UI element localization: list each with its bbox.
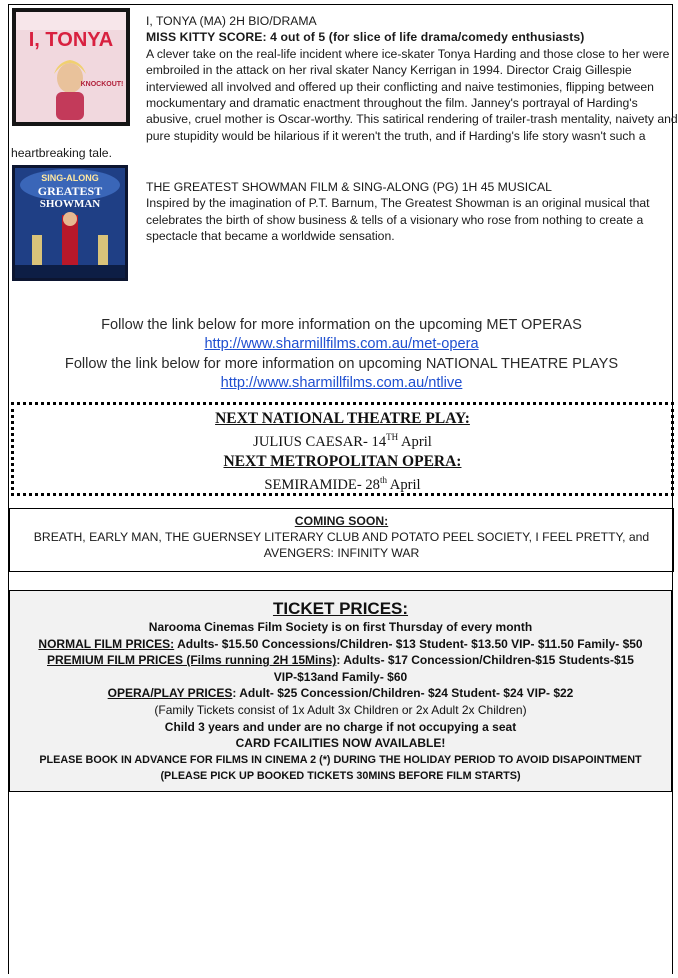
poster-title: I, TONYA (28, 29, 114, 51)
film-heading: THE GREATEST SHOWMAN FILM & SING-ALONG (PG) 1H 45 MUSICAL (146, 180, 552, 194)
opera-prices-line: OPERA/PLAY PRICES: Adult- $25 Concession/Children- $24 Student- $24 VIP- $22 (107, 686, 574, 701)
film-score: MISS KITTY SCORE: 4 out of 5 (for slice of life drama/comedy enthusiasts) (146, 30, 585, 45)
film-description-line: mockumentary and dramatic enactment throughout the film. Janney's portrayal of Harding's (146, 96, 638, 111)
poster-tag: KNOCKOUT! (80, 81, 124, 88)
coming-soon-line: AVENGERS: INFINITY WAR (263, 546, 420, 560)
ticket-prices-box (9, 590, 672, 792)
greatest-showman-poster (12, 165, 128, 281)
film-description-line: embroiled in the attack on her rival skater Nancy Kerrigan in 1994. Director Craig Gillespie (146, 63, 632, 78)
poster-line2: GREATEST (37, 184, 103, 198)
coming-soon-heading: COMING SOON: (294, 514, 389, 528)
coming-soon-box (9, 508, 674, 572)
film-description-line: pure stupidity would be hilarious if it weren't the truth, and if Harding's life story wasn't such a (146, 128, 646, 143)
i-tonya-poster (12, 8, 130, 126)
theatre-link-row (9, 375, 674, 391)
film-description-line: A clever take on the real-life incident where ice-skater Tonya Harding and those close to her were (146, 46, 670, 61)
next-play-heading: NEXT NATIONAL THEATRE PLAY: (215, 410, 470, 427)
ntlive-link[interactable]: http://www.sharmillfilms.com.au/ntlive (220, 375, 463, 391)
film-entry-greatest-showman (146, 179, 650, 245)
next-opera-heading: NEXT METROPOLITAN OPERA: (223, 452, 462, 470)
pickup-note: (PLEASE PICK UP BOOKED TICKETS 30MINS BEFORE FILM STARTS) (160, 770, 521, 783)
opera-link-row (9, 336, 674, 352)
film-description-line: interviewed all involved and offered up their conflicting and naive testimonies, flipping between (146, 79, 654, 94)
normal-prices-line: NORMAL FILM PRICES: Adults- $15.50 Concessions/Children- $13 Student- $13.50 VIP- $11.50 Family- $50 (38, 636, 643, 651)
film-society-note: Narooma Cinemas Film Society is on first Thursday of every month (148, 620, 533, 634)
premium-prices-line-2: VIP-$13and Family- $60 (273, 669, 408, 684)
film-heading: I, TONYA (MA) 2H BIO/DRAMA (146, 14, 317, 28)
film-description-line: spectacle that became a worldwide sensation. (146, 229, 395, 244)
poster-line1: SING-ALONG (41, 173, 99, 183)
opera-info-text: Follow the link below for more information on the upcoming MET OPERAS (101, 317, 582, 333)
card-facilities-note: CARD FCAILITIES NOW AVAILABLE! (235, 736, 446, 751)
theatre-info-text: Follow the link below for more information on upcoming NATIONAL THEATRE PLAYS (64, 356, 619, 372)
met-opera-link[interactable]: http://www.sharmillfilms.com.au/met-opera (204, 336, 479, 352)
coming-soon-line: BREATH, EARLY MAN, THE GUERNSEY LITERARY CLUB AND POTATO PEEL SOCIETY, I FEEL PRETTY, and (33, 530, 650, 544)
film-description-line: celebrates the birth of show business & tells of a visionary who rose from nothing to create a (146, 212, 644, 227)
poster-line3: SHOWMAN (39, 198, 101, 210)
film-description-line: Inspired by the imagination of P.T. Barnum, The Greatest Showman is an original musical that (146, 196, 650, 211)
next-events-box (11, 402, 674, 496)
next-play-title: JULIUS CAESAR- 14TH April (253, 432, 432, 450)
child-note: Child 3 years and under are no charge if not occupying a seat (164, 719, 517, 734)
film-description-line: abusive, cruel mother is Oscar-worthy. This satirical rendering of trailer-trash mentality, naivety and (146, 112, 678, 127)
film-description-tail: heartbreaking tale. (11, 146, 112, 160)
premium-prices-line: PREMIUM FILM PRICES (Films running 2H 15Mins): Adults- $17 Concession/Children-$15 Students-$15 (47, 653, 634, 668)
film-entry-i-tonya (146, 13, 678, 144)
family-ticket-note: (Family Tickets consist of 1x Adult 3x Children or 2x Adult 2x Children) (154, 702, 527, 717)
newsletter-page (8, 4, 678, 974)
booking-note: PLEASE BOOK IN ADVANCE FOR FILMS IN CINEMA 2 (*) DURING THE HOLIDAY PERIOD TO AVOID DISAPOINTMENT (39, 753, 642, 766)
next-opera-title: SEMIRAMIDE- 28th April (264, 474, 421, 493)
ticket-prices-title: TICKET PRICES: (272, 599, 409, 618)
